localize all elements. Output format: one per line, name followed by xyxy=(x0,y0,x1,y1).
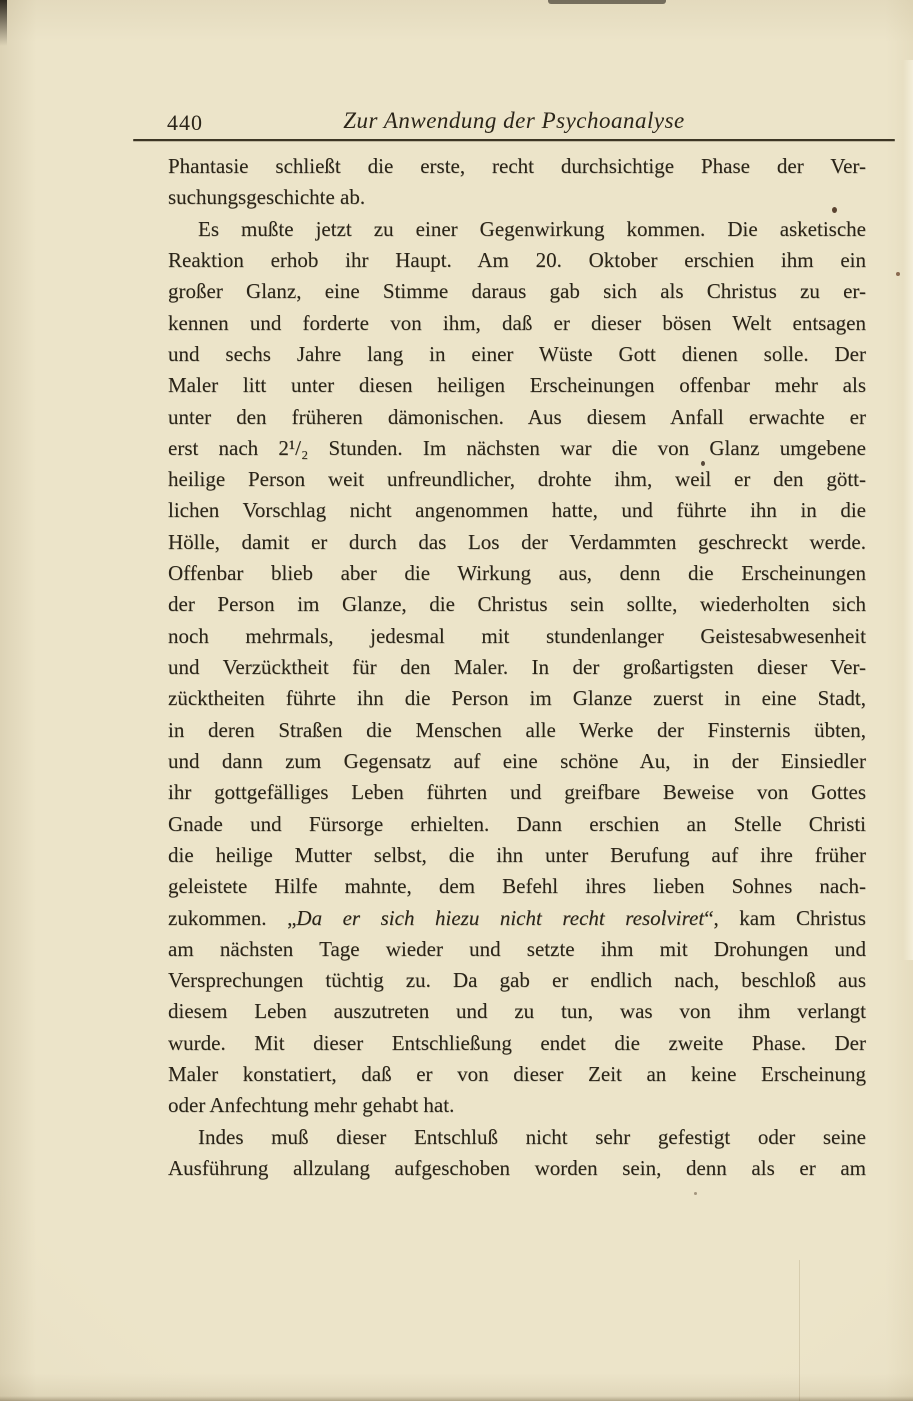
page-edge-highlight xyxy=(903,60,913,960)
text-line: geleistete Hilfe mahnte, dem Befehl ihres lieben Sohnes nach- xyxy=(168,874,866,899)
ink-speck xyxy=(701,461,705,466)
text-line: Indes muß dieser Entschluß nicht sehr gefestigt oder seine xyxy=(198,1124,866,1149)
text-line: Hölle, damit er durch das Los der Verdammten geschreckt werde. xyxy=(168,529,866,554)
text-line: Phantasie schließt die erste, recht durchsichtige Phase der Ver- xyxy=(168,154,866,178)
text-line: und Verzücktheit für den Maler. In der großartigsten dieser Ver- xyxy=(168,655,866,679)
text-line: die heilige Mutter selbst, die ihn unter Berufung auf ihre früher xyxy=(168,842,866,867)
text-line: heilige Person weit unfreundlicher, drohte ihm, weil er den gött- xyxy=(168,467,866,492)
text-line: ihr gottgefälliges Leben führten und greifbare Beweise von Gottes xyxy=(168,780,866,805)
text-line: oder Anfechtung mehr gehabt hat. xyxy=(168,1093,455,1118)
body-text xyxy=(168,151,866,1184)
text-line: unter den früheren dämonischen. Aus diesem Anfall erwachte er xyxy=(168,404,866,429)
text-line: und dann zum Gegensatz auf eine schöne Au, in der Einsiedler xyxy=(168,748,866,773)
text-line: zücktheiten führte ihn die Person im Glanze zuerst in eine Stadt, xyxy=(168,686,866,711)
italic-quote: Da er sich hiezu nicht recht resolviret xyxy=(296,905,705,930)
text-line: Gnade und Fürsorge erhielten. Dann erschien an Stelle Christi xyxy=(168,811,866,836)
ink-speck xyxy=(896,272,900,276)
text-line: zukommen. „Da er sich hiezu nicht recht resolviret“, kam Christus xyxy=(168,905,866,930)
scan-artifact-top-edge xyxy=(548,0,666,4)
running-title: Zur Anwendung der Psychoanalyse xyxy=(343,108,685,133)
text-line: Versprechungen tüchtig zu. Da gab er endlich nach, beschloß aus xyxy=(168,968,866,993)
text-line: Es mußte jetzt zu einer Gegenwirkung kommen. Die asketische xyxy=(198,216,866,241)
text-line: der Person im Glanze, die Christus sein sollte, wiederholten sich xyxy=(168,592,866,617)
text-line: in deren Straßen die Menschen alle Werke der Finsternis übten, xyxy=(168,717,866,742)
text-line: am nächsten Tage wieder und setzte ihm mit Drohungen und xyxy=(168,936,866,961)
text-line: suchungsgeschichte ab. xyxy=(168,185,366,210)
text-line: erst nach 2¹/₂ Stunden. Im nächsten war die von Glanz umgebene xyxy=(168,435,866,460)
scan-artifact-bottom-edge xyxy=(0,1396,913,1401)
text-line: großer Glanz, eine Stimme daraus gab sich als Christus zu er- xyxy=(168,279,866,304)
text-line: Maler litt unter diesen heiligen Erscheinungen offenbar mehr als xyxy=(168,373,866,398)
paper-crease xyxy=(799,1260,800,1401)
text-line: diesem Leben auszutreten und zu tun, was von ihm verlangt xyxy=(168,999,866,1024)
text-line: Maler konstatiert, daß er von dieser Zeit an keine Erscheinung xyxy=(168,1062,866,1087)
scan-artifact-corner xyxy=(0,0,7,46)
ink-speck xyxy=(694,1192,697,1195)
text-line: Ausführung allzulang aufgeschoben worden sein, denn als er am xyxy=(168,1156,866,1180)
text-line: lichen Vorschlag nicht angenommen hatte, und führte ihn in die xyxy=(168,498,866,523)
text-line: Reaktion erhob ihr Haupt. Am 20. Oktober erschien ihm ein xyxy=(168,247,866,272)
text-line: kennen und forderte von ihm, daß er dieser bösen Welt entsagen xyxy=(168,310,866,335)
text-line: wurde. Mit dieser Entschließung endet die zweite Phase. Der xyxy=(168,1030,866,1055)
text-line: Offenbar blieb aber die Wirkung aus, denn die Erscheinungen xyxy=(168,561,866,586)
ink-speck xyxy=(832,207,837,213)
page-number: 440 xyxy=(167,110,203,135)
text-line: noch mehrmals, jedesmal mit stundenlanger Geistesabwesenheit xyxy=(168,623,866,648)
text-line: und sechs Jahre lang in einer Wüste Gott dienen solle. Der xyxy=(168,341,866,366)
header-rule xyxy=(133,139,895,141)
